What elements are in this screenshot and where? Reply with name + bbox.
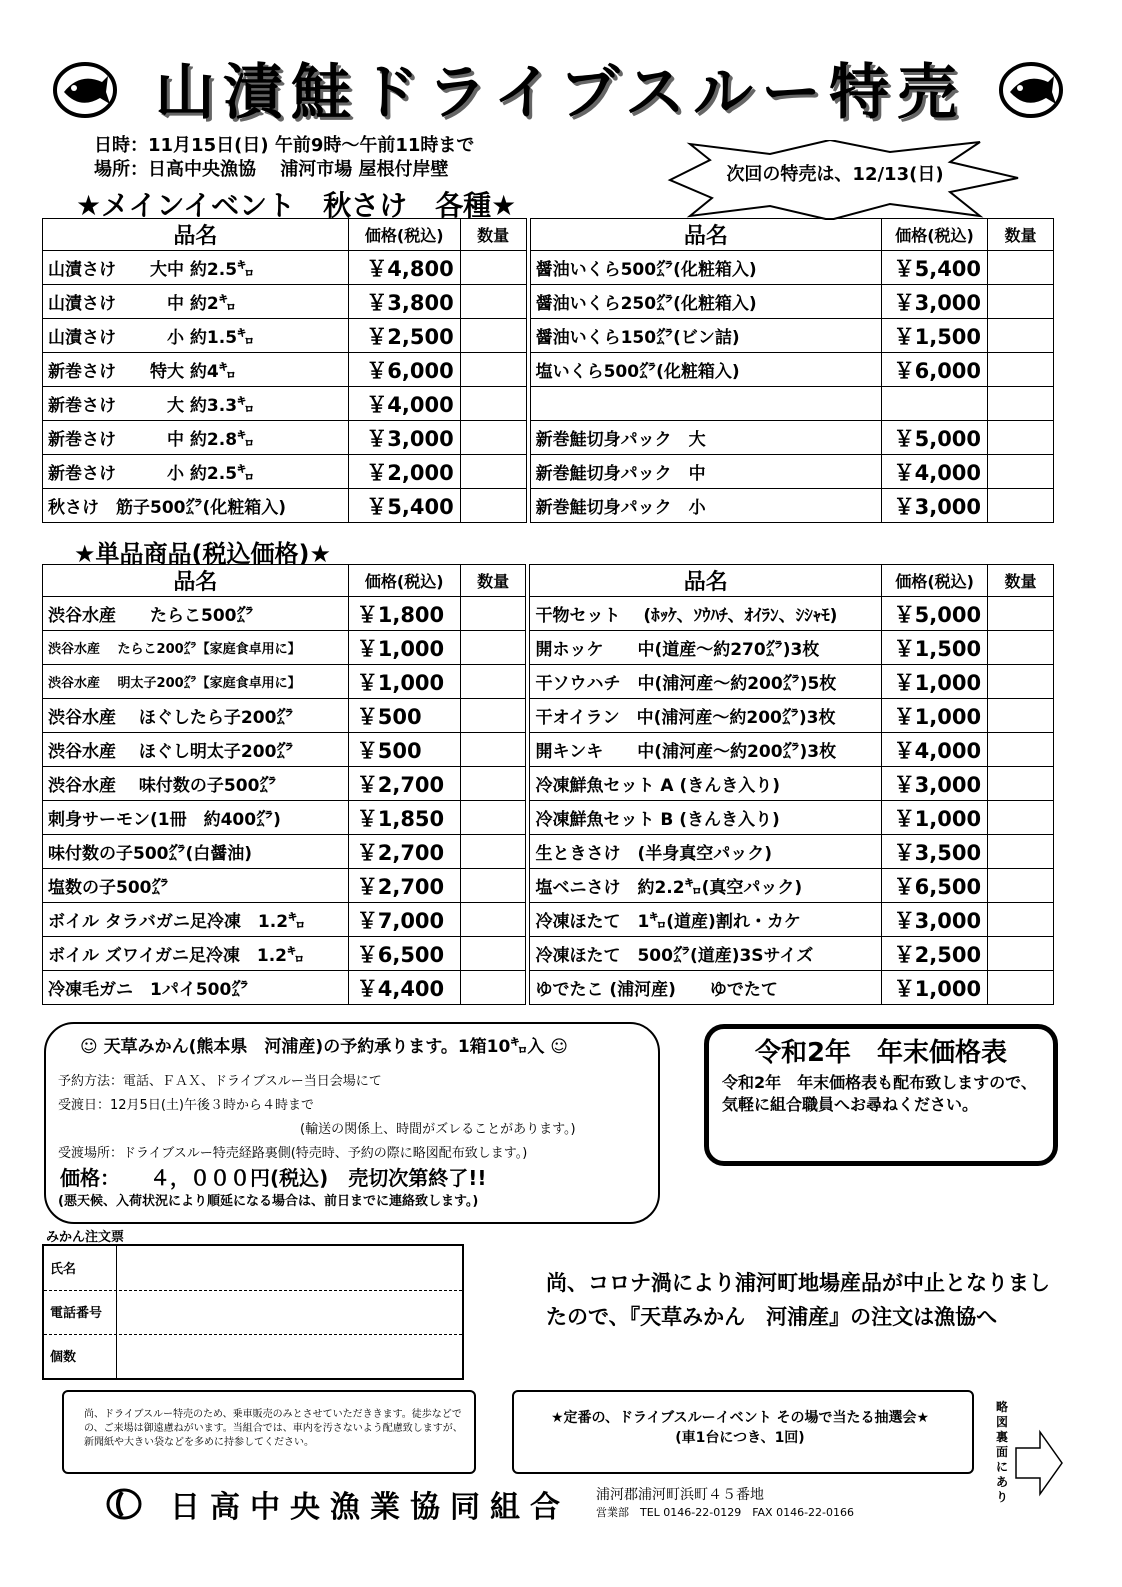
- item-quantity[interactable]: [988, 353, 1054, 387]
- item-quantity[interactable]: [988, 767, 1054, 801]
- drive-through-notice: 尚、ドライブスルー特売のため、乗車販売のみとさせていただききます。徒歩などでの、ご来場は御遠慮ねがいます。当組合では、車内を汚さないよう配慮致しますが、新聞紙や大きい袋などを多めに持参してください。: [84, 1409, 463, 1448]
- item-quantity[interactable]: [460, 699, 526, 733]
- item-quantity[interactable]: [460, 353, 526, 387]
- main-event-table: [42, 218, 1054, 523]
- mikan-date: 受渡日：12月5日(土)午後３時から４時まで: [58, 1098, 314, 1113]
- item-quantity[interactable]: [460, 665, 526, 699]
- organization-phone: 営業部 TEL 0146-22-0129 FAX 0146-22-0166: [596, 1506, 855, 1519]
- item-name: 新巻鮭切身パック 小: [530, 489, 882, 523]
- item-price: ￥3,000: [348, 421, 460, 455]
- item-price: ￥5,000: [882, 421, 988, 455]
- item-quantity[interactable]: [460, 801, 526, 835]
- order-form-label: みかん注文票: [46, 1230, 125, 1245]
- lottery-text: ★定番の、ドライブスルーイベント その場で当たる抽選会★ (車1台につき、1回): [550, 1410, 929, 1446]
- item-price: ￥3,000: [882, 767, 988, 801]
- item-price: ￥3,800: [348, 285, 460, 319]
- col-qty-header: 数量: [460, 219, 526, 251]
- item-quantity[interactable]: [460, 631, 526, 665]
- item-name: 山漬さけ 小 約1.5㌔: [43, 319, 349, 353]
- item-name: [530, 387, 882, 421]
- item-quantity[interactable]: [988, 387, 1054, 421]
- item-price: ￥4,400: [348, 971, 460, 1005]
- item-quantity[interactable]: [988, 903, 1054, 937]
- item-price: ￥6,000: [882, 353, 988, 387]
- item-price: ￥4,000: [882, 455, 988, 489]
- item-price: ￥1,000: [882, 971, 988, 1005]
- item-quantity[interactable]: [988, 801, 1054, 835]
- item-price: ￥2,500: [348, 319, 460, 353]
- item-name: 醤油いくら500㌘(化粧箱入): [530, 251, 882, 285]
- mikan-place: 受渡場所：ドライブスルー特売経路裏側(特売時、予約の際に略図配布致します。): [58, 1146, 528, 1161]
- item-price: ￥5,000: [882, 597, 988, 631]
- item-price: ￥1,000: [348, 665, 460, 699]
- table-row: [43, 699, 1054, 733]
- col-qty-header: 数量: [988, 565, 1054, 597]
- item-name: 新巻鮭切身パック 中: [530, 455, 882, 489]
- col-price-header: 価格(税込): [348, 219, 460, 251]
- table-row: [43, 733, 1054, 767]
- table-row: [43, 489, 1054, 523]
- mikan-method: 予約方法：電話、ＦＡＸ、ドライブスルー当日会場にて: [58, 1074, 382, 1089]
- order-row-name[interactable]: 氏名: [44, 1246, 462, 1291]
- item-name: 渋谷水産 明太子200㌘【家庭食卓用に】: [43, 665, 349, 699]
- item-quantity[interactable]: [460, 421, 526, 455]
- item-quantity[interactable]: [988, 665, 1054, 699]
- item-quantity[interactable]: [988, 455, 1054, 489]
- order-form: [42, 1244, 464, 1380]
- item-price: ￥2,500: [882, 937, 988, 971]
- orange-icon: ☺: [80, 1037, 98, 1057]
- item-name: 塩数の子500㌘: [43, 869, 349, 903]
- table-row: [43, 631, 1054, 665]
- event-date: 日時：11月15日(日) 午前9時～午前11時まで: [94, 135, 475, 156]
- item-price: ￥4,000: [882, 733, 988, 767]
- fish-logo-icon: [50, 52, 120, 122]
- item-name: 冷凍ほたて 500㌘(道産)3Sサイズ: [530, 937, 882, 971]
- table-row: [43, 937, 1054, 971]
- item-name: 新巻さけ 大 約3.3㌔: [43, 387, 349, 421]
- order-row-phone[interactable]: 電話番号: [44, 1290, 462, 1335]
- table-row: [43, 251, 1054, 285]
- item-name: 渋谷水産 ほぐし明太子200㌘: [43, 733, 349, 767]
- item-quantity[interactable]: [460, 455, 526, 489]
- item-quantity[interactable]: [460, 903, 526, 937]
- single-items-heading: ★単品商品(税込価格)★: [74, 540, 331, 568]
- item-name: 開ホッケ 中(道産～約270㌘)3枚: [530, 631, 882, 665]
- item-name: 刺身サーモン(1冊 約400㌘): [43, 801, 349, 835]
- orange-icon: ☺: [550, 1037, 568, 1057]
- event-place: 場所：日高中央漁協 浦河市場 屋根付岸壁: [94, 159, 449, 180]
- item-price: ￥2,700: [348, 835, 460, 869]
- item-name: 開キンキ 中(浦河産～約200㌘)3枚: [530, 733, 882, 767]
- item-name: 新巻さけ 中 約2.8㌔: [43, 421, 349, 455]
- item-quantity[interactable]: [460, 869, 526, 903]
- item-price: ￥1,500: [882, 319, 988, 353]
- table-row: [43, 869, 1054, 903]
- item-name: ボイル タラバガニ足冷凍 1.2㌔: [43, 903, 349, 937]
- item-price: ￥6,000: [348, 353, 460, 387]
- item-name: 冷凍鮮魚セット B (きんき入り): [530, 801, 882, 835]
- union-logo-icon: [106, 1486, 142, 1522]
- mikan-title: ☺ 天草みかん(熊本県 河浦産)の予約承ります。1箱10㌔入 ☺: [80, 1037, 568, 1057]
- item-quantity[interactable]: [988, 319, 1054, 353]
- order-row-quantity[interactable]: 個数: [50, 1350, 77, 1365]
- item-name: 山漬さけ 大中 約2.5㌔: [43, 251, 349, 285]
- table-row: [43, 767, 1054, 801]
- item-quantity[interactable]: [460, 319, 526, 353]
- fish-logo-icon: [996, 52, 1066, 122]
- col-qty-header: 数量: [988, 219, 1054, 251]
- item-name: 醤油いくら250㌘(化粧箱入): [530, 285, 882, 319]
- item-price: ￥1,000: [882, 665, 988, 699]
- item-price: ￥6,500: [348, 937, 460, 971]
- item-name: 塩ベニさけ 約2.2㌔(真空パック): [530, 869, 882, 903]
- item-price: ￥6,500: [882, 869, 988, 903]
- col-name-header: 品名: [530, 565, 882, 597]
- item-quantity[interactable]: [988, 631, 1054, 665]
- table-row: [43, 665, 1054, 699]
- next-sale-text: 次回の特売は、12/13(日): [726, 164, 944, 185]
- item-name: 渋谷水産 味付数の子500㌘: [43, 767, 349, 801]
- item-price: ￥1,800: [348, 597, 460, 631]
- mikan-price: 価格： ４，０００円(税込) 売切次第終了!!: [60, 1166, 487, 1190]
- item-price: ￥1,000: [882, 801, 988, 835]
- item-quantity[interactable]: [988, 869, 1054, 903]
- item-quantity[interactable]: [988, 971, 1054, 1005]
- organization-name: 日高中央漁業協同組合: [170, 1490, 570, 1525]
- organization-address: 浦河郡浦河町浜町４５番地: [596, 1487, 764, 1503]
- mikan-date-note: (輸送の関係上、時間がズレることがあります。): [300, 1122, 576, 1137]
- item-price: ￥1,000: [348, 631, 460, 665]
- table-row: [43, 421, 1054, 455]
- col-price-header: 価格(税込): [882, 565, 988, 597]
- item-name: 渋谷水産 たらこ200㌘【家庭食卓用に】: [43, 631, 349, 665]
- table-row: [43, 971, 1054, 1005]
- item-quantity[interactable]: [460, 597, 526, 631]
- item-name: 醤油いくら150㌘(ビン詰): [530, 319, 882, 353]
- item-price: ￥5,400: [348, 489, 460, 523]
- item-name: 渋谷水産 たらこ500㌘: [43, 597, 349, 631]
- item-quantity[interactable]: [460, 285, 526, 319]
- item-price: ￥2,700: [348, 869, 460, 903]
- mikan-note: (悪天候、入荷状況により順延になる場合は、前日までに連絡致します。): [58, 1194, 479, 1209]
- item-quantity[interactable]: [988, 835, 1054, 869]
- col-name-header: 品名: [43, 219, 349, 251]
- page-title: 山漬鮭ドライブスルー特売: [155, 58, 965, 128]
- item-price: ￥5,400: [882, 251, 988, 285]
- item-quantity[interactable]: [988, 421, 1054, 455]
- corona-notice: 尚、コロナ渦により浦河町地場産品が中止となりましたので、『天草みかん 河浦産』の注文は漁協へ: [546, 1271, 1050, 1329]
- map-note: 略図裏面にあり: [995, 1400, 1008, 1504]
- item-price: ￥2,000: [348, 455, 460, 489]
- item-price: ￥4,000: [348, 387, 460, 421]
- item-name: 秋さけ 筋子500㌘(化粧箱入): [43, 489, 349, 523]
- item-quantity[interactable]: [460, 937, 526, 971]
- item-name: 干ソウハチ 中(浦河産～約200㌘)5枚: [530, 665, 882, 699]
- table-row: [43, 835, 1054, 869]
- item-name: 冷凍毛ガニ 1パイ500㌘: [43, 971, 349, 1005]
- item-quantity[interactable]: [988, 489, 1054, 523]
- year-end-text: 令和2年 年末価格表も配布致しますので、気軽に組合職員へお尋ねください。: [722, 1073, 1037, 1114]
- item-name: 渋谷水産 ほぐしたら子200㌘: [43, 699, 349, 733]
- table-row: [43, 903, 1054, 937]
- item-price: ￥7,000: [348, 903, 460, 937]
- table-row: [43, 353, 1054, 387]
- item-name: 冷凍鮮魚セット A (きんき入り): [530, 767, 882, 801]
- col-name-header: 品名: [43, 565, 349, 597]
- item-quantity[interactable]: [988, 699, 1054, 733]
- item-name: 山漬さけ 中 約2㌔: [43, 285, 349, 319]
- item-quantity[interactable]: [460, 733, 526, 767]
- item-quantity[interactable]: [988, 251, 1054, 285]
- item-name: 生ときさけ (半身真空パック): [530, 835, 882, 869]
- arrow-right-icon: [1014, 1428, 1064, 1498]
- table-row: [43, 387, 1054, 421]
- item-quantity[interactable]: [460, 767, 526, 801]
- item-name: 味付数の子500㌘(白醤油): [43, 835, 349, 869]
- item-price: ￥1,000: [882, 699, 988, 733]
- item-price: ￥3,000: [882, 285, 988, 319]
- col-qty-header: 数量: [460, 565, 526, 597]
- col-price-header: 価格(税込): [882, 219, 988, 251]
- item-quantity[interactable]: [988, 937, 1054, 971]
- table-row: [43, 319, 1054, 353]
- item-price: ￥3,000: [882, 489, 988, 523]
- item-quantity[interactable]: [460, 387, 526, 421]
- item-price: ￥3,000: [882, 903, 988, 937]
- item-quantity[interactable]: [460, 251, 526, 285]
- table-row: [43, 285, 1054, 319]
- item-name: 冷凍ほたて 1㌔(道産)割れ・カケ: [530, 903, 882, 937]
- item-price: ￥1,500: [882, 631, 988, 665]
- item-price: ￥2,700: [348, 767, 460, 801]
- year-end-title: 令和2年 年末価格表: [754, 1038, 1008, 1068]
- item-name: 塩いくら500㌘(化粧箱入): [530, 353, 882, 387]
- col-price-header: 価格(税込): [348, 565, 460, 597]
- item-name: 干オイラン 中(浦河産～約200㌘)3枚: [530, 699, 882, 733]
- item-price: ￥1,850: [348, 801, 460, 835]
- item-name: 新巻さけ 小 約2.5㌔: [43, 455, 349, 489]
- table-row: [43, 801, 1054, 835]
- col-name-header: 品名: [530, 219, 882, 251]
- item-price: [882, 387, 988, 421]
- item-quantity[interactable]: [988, 597, 1054, 631]
- item-price: ￥3,500: [882, 835, 988, 869]
- item-quantity[interactable]: [460, 489, 526, 523]
- item-quantity[interactable]: [460, 971, 526, 1005]
- item-quantity[interactable]: [988, 733, 1054, 767]
- item-price: ￥500: [348, 699, 460, 733]
- item-quantity[interactable]: [460, 835, 526, 869]
- item-name: 干物セット (ﾎｯｹ、ｿｳﾊﾁ、ｵｲﾗﾝ、ｼｼｬﾓ): [530, 597, 882, 631]
- item-name: 新巻さけ 特大 約4㌔: [43, 353, 349, 387]
- item-price: ￥4,800: [348, 251, 460, 285]
- item-price: ￥500: [348, 733, 460, 767]
- main-event-heading: ★メインイベント 秋さけ 各種★: [76, 189, 517, 222]
- item-name: 新巻鮭切身パック 大: [530, 421, 882, 455]
- table-row: [43, 597, 1054, 631]
- item-name: ボイル ズワイガニ足冷凍 1.2㌔: [43, 937, 349, 971]
- item-name: ゆでたこ (浦河産) ゆでたて: [530, 971, 882, 1005]
- item-quantity[interactable]: [988, 285, 1054, 319]
- table-row: [43, 455, 1054, 489]
- single-items-table: [42, 564, 1054, 1005]
